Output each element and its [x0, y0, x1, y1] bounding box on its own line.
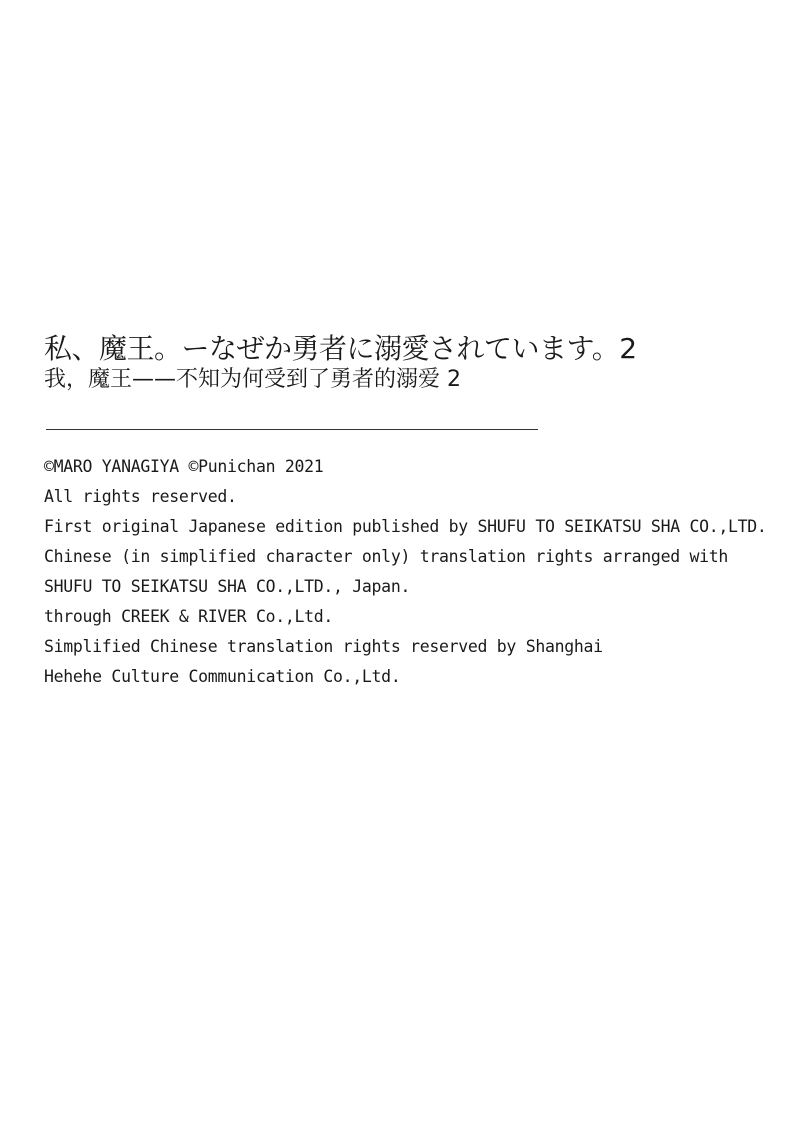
divider-line — [46, 429, 538, 430]
japanese-title: 私、魔王。ーなぜか勇者に溺愛されています。2 — [44, 332, 637, 365]
all-rights-line: All rights reserved. — [44, 487, 237, 506]
chinese-title: 我，魔王——不知为何受到了勇者的溺爱 2 — [44, 367, 461, 392]
publisher-line: SHUFU TO SEIKATSU SHA CO.,LTD., Japan. — [44, 577, 411, 596]
copyright-line: ©MARO YANAGIYA ©Punichan 2021 — [44, 457, 324, 476]
original-edition-line: First original Japanese edition published by SHUFU TO SEIKATSU SHA CO.,LTD. — [44, 517, 767, 536]
licensee-line: Hehehe Culture Communication Co.,Ltd. — [44, 667, 401, 686]
rights-statement — [44, 452, 767, 692]
agency-line: through CREEK & RIVER Co.,Ltd. — [44, 607, 334, 626]
simplified-rights-line: Simplified Chinese translation rights reserved by Shanghai — [44, 637, 603, 656]
translation-rights-line: Chinese (in simplified character only) translation rights arranged with — [44, 547, 729, 566]
